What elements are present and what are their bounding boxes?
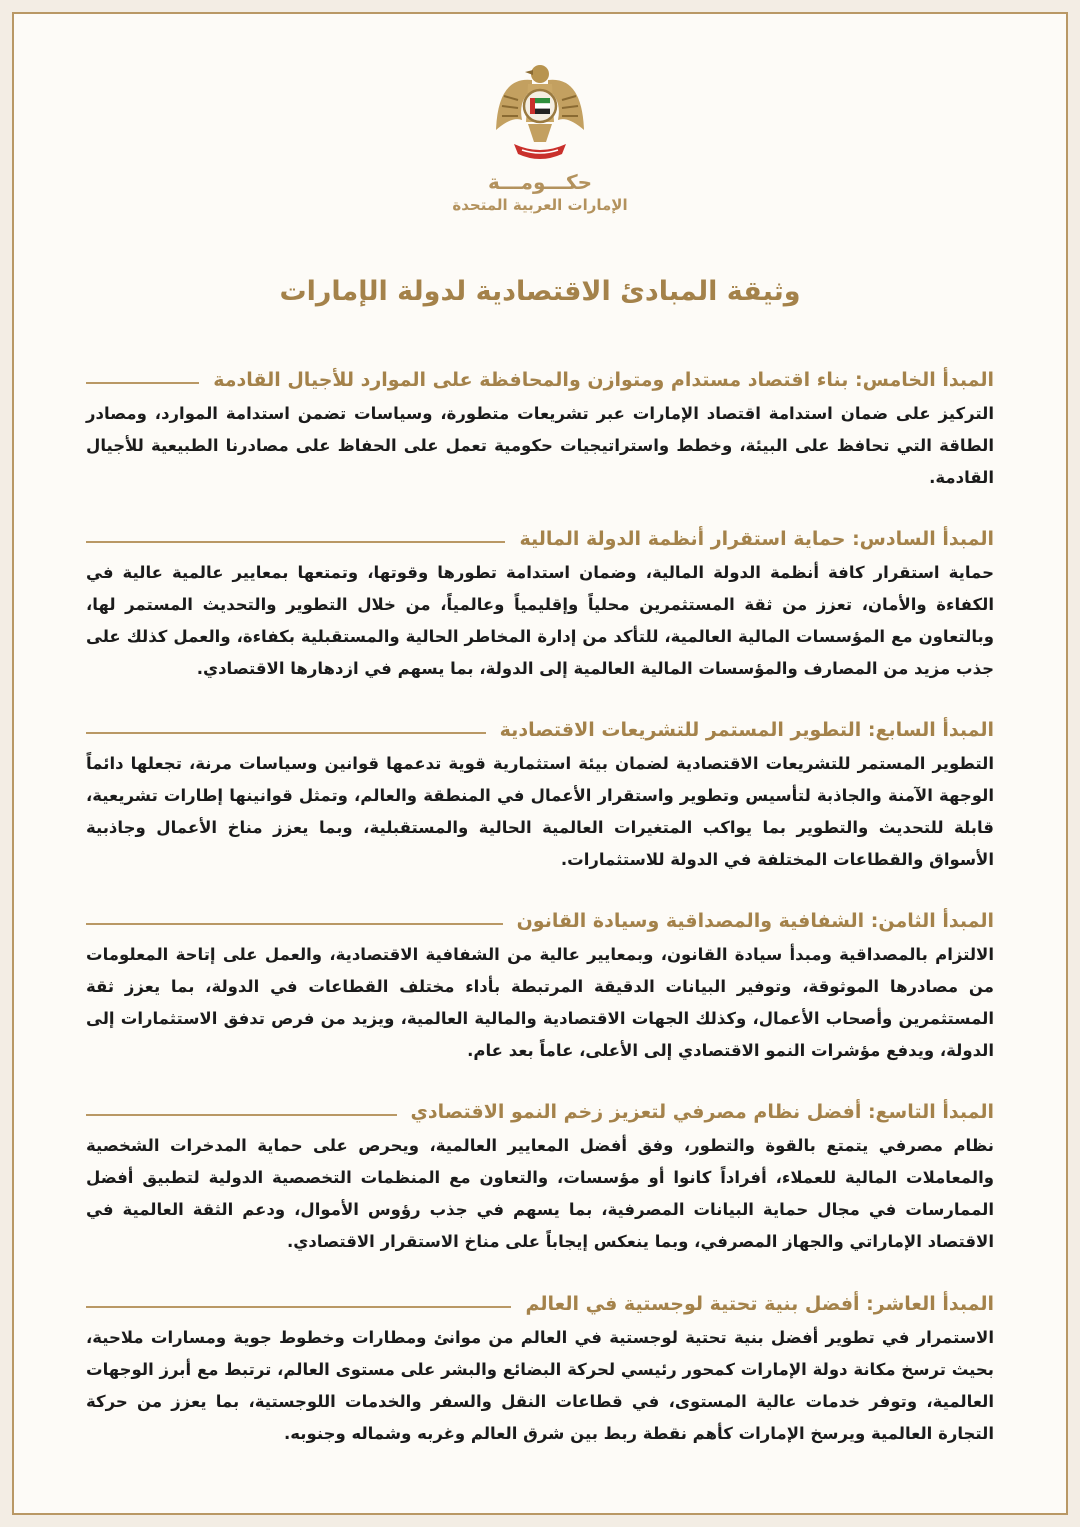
heading-divider [86, 382, 199, 384]
principle-heading: المبدأ الثامن: الشفافية والمصداقية وسيادة القانون [516, 910, 994, 932]
principle-body: الاستمرار في تطوير أفضل بنية تحتية لوجستية في العالم من موانئ ومطارات وخطوط جوية ومسارات ملاحية، بحيث ترسخ مكانة دولة الإمارات كمحور رئيسي لحركة البضائع والبشر على مستوى العالم، ترتبط مع أبرز الوجهات العالمية، وتوفر خدمات عالية المستوى، في قطاعات النقل والسفر والخدمات اللوجستية، بما يعزز من حركة التجارة العالمية ويرسخ الإمارات كأهم نقطة ربط بين شرق العالم وغربه وشماله وجنوبه. [86, 1328, 994, 1443]
principle-7 [86, 712, 994, 876]
heading-divider [86, 732, 486, 734]
principle-heading: المبدأ الخامس: بناء اقتصاد مستدام ومتوازن والمحافظة على الموارد للأجيال القادمة [213, 369, 994, 391]
heading-divider [86, 1306, 511, 1308]
principle-10 [86, 1286, 994, 1450]
principle-body: التركيز على ضمان استدامة اقتصاد الإمارات عبر تشريعات متطورة، وسياسات تضمن استدامة الموارد، ومصادر الطاقة التي تحافظ على البيئة، وخطط واستراتيجيات حكومية تعمل على الحفاظ على مصادرنا الطبيعية للأجيال القادمة. [86, 404, 994, 487]
principle-body: حماية استقرار كافة أنظمة الدولة المالية، وضمان استدامة تطورها وقوتها، وتمتعها بمعايير عالمية عالية في الكفاءة والأمان، تعزز من ثقة المستثمرين محلياً وإقليمياً وعالمياً، من خلال التطوير والتحديث المستمر لها، وبالتعاون مع المؤسسات المالية العالمية، للتأكد من إدارة المخاطر الحالية والمستقبلية بكفاءة، والعمل كذلك على جذب مزيد من المصارف والمؤسسات المالية العالمية إلى الدولة، بما يسهم في ازدهارها الاقتصادي. [86, 563, 994, 678]
principle-body: التطوير المستمر للتشريعات الاقتصادية لضمان بيئة استثمارية قوية تدعمها قوانين وسياسات مرنة، تجعلها دائماً الوجهة الآمنة والجاذبة لتأسيس وتطوير واستقرار الأعمال في المنطقة والعالم، وتمثل قوانينها إطارات تشريعية، قابلة للتحديث والتطوير بما يواكب المتغيرات العالمية الحالية والمستقبلية، وبما يعزز مناخ الأعمال وجاذبية الأسواق والقطاعات المختلفة في الدولة للاستثمارات. [86, 754, 994, 869]
principle-6 [86, 521, 994, 685]
government-subtitle: الإمارات العربية المتحدة [452, 196, 628, 214]
principle-heading: المبدأ العاشر: أفضل بنية تحتية لوجستية في العالم [525, 1293, 994, 1315]
principle-8 [86, 903, 994, 1067]
principle-body: نظام مصرفي يتمتع بالقوة والتطور، وفق أفضل المعايير العالمية، ويحرص على حماية المدخرات الشخصية والمعاملات المالية للعملاء، أفراداً كانوا أو مؤسسات، والتعاون مع المنظمات التخصصية الدولية لتطبيق أفضل الممارسات في مجال حماية البيانات المصرفية، بما يسهم في جذب رؤوس الأموال، ودعم الثقة العالمية في الاقتصاد الإماراتي والجهاز المصرفي، وبما ينعكس إيجاباً على مناخ الاستقرار الاقتصادي. [86, 1136, 994, 1251]
principle-9 [86, 1094, 994, 1258]
document-title: وثيقة المبادئ الاقتصادية لدولة الإمارات [279, 276, 801, 307]
heading-divider [86, 923, 503, 925]
principle-heading: المبدأ السادس: حماية استقرار أنظمة الدولة المالية [519, 528, 994, 550]
uae-emblem-icon [492, 60, 588, 164]
principle-heading: المبدأ التاسع: أفضل نظام مصرفي لتعزيز زخم النمو الاقتصادي [410, 1101, 994, 1123]
principle-body: الالتزام بالمصداقية ومبدأ سيادة القانون، وبمعايير عالية من الشفافية الاقتصادية، والعمل على إتاحة المعلومات من مصادرها الموثوقة، وتوفير البيانات الدقيقة المرتبطة بأداء مختلف القطاعات في الدولة، بما يعزز ثقة المستثمرين وأصحاب الأعمال، وكذلك الجهات الاقتصادية والمالية العالمية، ويزيد من فرص تدفق الاستثمارات إلى الدولة، ويدفع مؤشرات النمو الاقتصادي إلى الأعلى، عاماً بعد عام. [86, 945, 994, 1060]
government-title: حكـــومـــة [487, 170, 593, 194]
principle-5 [86, 362, 994, 494]
heading-divider [86, 541, 505, 543]
heading-divider [86, 1114, 397, 1116]
principle-heading: المبدأ السابع: التطوير المستمر للتشريعات الاقتصادية [499, 719, 994, 741]
